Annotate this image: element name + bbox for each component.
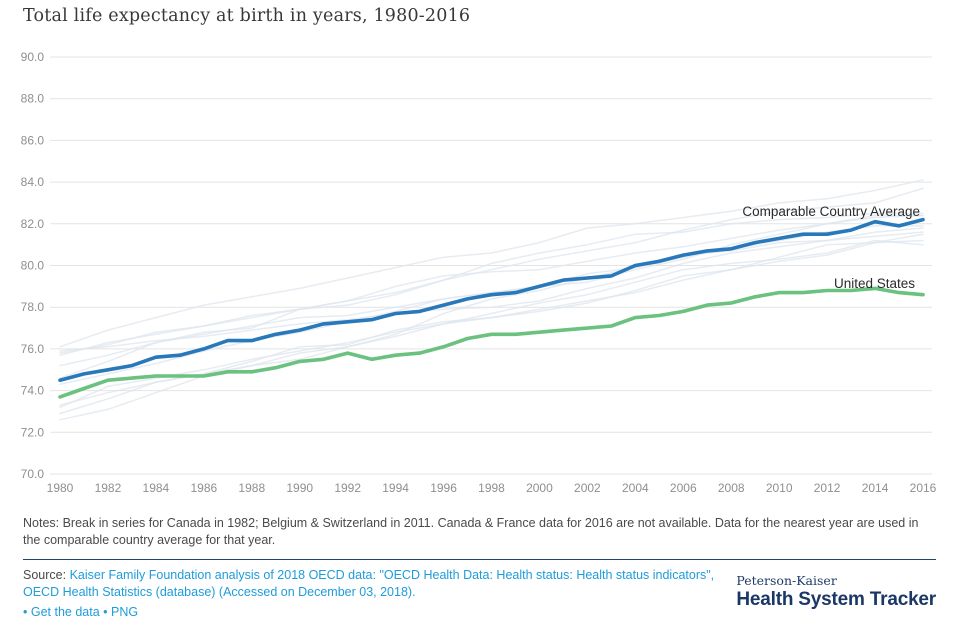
png-download-link[interactable]: PNG xyxy=(111,605,139,619)
x-tick-label: 2016 xyxy=(909,481,937,495)
x-tick-label: 1988 xyxy=(238,481,266,495)
x-tick-label: 2008 xyxy=(717,481,745,495)
x-tick-label: 1986 xyxy=(190,481,218,495)
x-tick-label: 1996 xyxy=(430,481,457,495)
y-tick-label: 70.0 xyxy=(20,467,44,481)
health-system-tracker-logo xyxy=(736,567,936,611)
y-tick-label: 74.0 xyxy=(20,383,44,398)
x-tick-label: 2010 xyxy=(765,481,793,495)
series-label: Comparable Country Average xyxy=(742,204,920,219)
x-tick-label: 2004 xyxy=(621,481,649,495)
download-links xyxy=(23,604,729,622)
source-link[interactable]: Kaiser Family Foundation analysis of 2018 OECD data: "OECD Health Data: Health status: Health status indicators", OECD Health Statistics (database) (Accessed on December 03, 2018). xyxy=(23,567,715,600)
background-country-line xyxy=(60,234,923,405)
x-tick-label: 2002 xyxy=(574,481,601,495)
series-line-comparable-country-average[interactable] xyxy=(60,220,923,381)
x-tick-label: 2000 xyxy=(526,481,553,495)
x-tick-label: 1980 xyxy=(46,481,74,495)
y-tick-label: 76.0 xyxy=(20,341,44,356)
x-tick-label: 1990 xyxy=(286,481,314,495)
get-the-data-link[interactable]: Get the data xyxy=(30,605,100,619)
y-tick-label: 78.0 xyxy=(20,300,44,315)
logo-peterson-kaiser: Peterson-Kaiser xyxy=(736,572,837,588)
x-tick-label: 1994 xyxy=(382,481,409,495)
bullet-icon: • xyxy=(23,605,28,619)
x-tick-label: 2014 xyxy=(861,481,889,495)
y-tick-label: 86.0 xyxy=(20,133,44,148)
y-tick-label: 90.0 xyxy=(20,50,44,64)
y-tick-label: 80.0 xyxy=(20,258,44,273)
chart-title: Total life expectancy at birth in years, 1980-2016 xyxy=(23,6,471,26)
source-label: Source: xyxy=(23,567,70,582)
footer xyxy=(0,560,959,622)
bullet-icon: • xyxy=(103,605,108,619)
y-tick-label: 82.0 xyxy=(20,216,44,231)
y-tick-label: 72.0 xyxy=(20,425,44,440)
chart-notes: Notes: Break in series for Canada in 1982; Belgium & Switzerland in 2011. Canada & France data for 2016 are not available. Data for the nearest year are used in the comparable country average for that year. xyxy=(23,516,919,548)
source-block xyxy=(23,567,729,622)
x-tick-label: 2012 xyxy=(813,481,841,495)
y-tick-label: 88.0 xyxy=(20,91,44,106)
background-country-line xyxy=(60,241,923,414)
x-tick-label: 1984 xyxy=(142,481,170,495)
x-tick-label: 2006 xyxy=(669,481,697,495)
background-country-line xyxy=(60,216,923,385)
x-tick-label: 1998 xyxy=(478,481,505,495)
logo-health-system-tracker: Health System Tracker xyxy=(736,588,936,610)
x-tick-label: 1992 xyxy=(334,481,362,495)
y-tick-label: 84.0 xyxy=(20,175,44,190)
series-label: United States xyxy=(833,276,915,291)
x-tick-label: 1982 xyxy=(94,481,122,495)
